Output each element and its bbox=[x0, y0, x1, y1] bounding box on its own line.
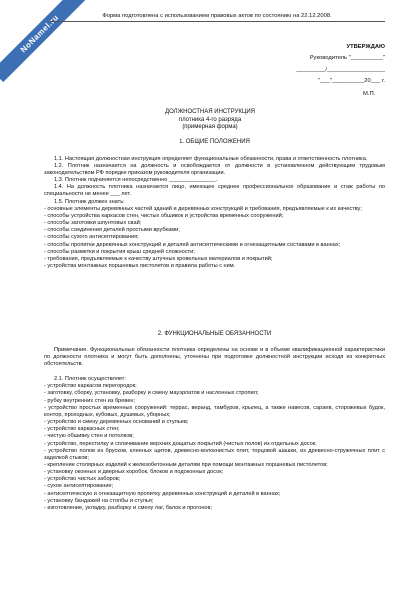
list-item: - устройство чистых заборов; bbox=[44, 476, 121, 483]
section-heading: 2. ФУНКЦИОНАЛЬНЫЕ ОБЯЗАННОСТИ bbox=[157, 331, 272, 337]
list-item: - требования, предъявляемые к качеству штучных кровельных материалов и покрытий; bbox=[44, 255, 273, 262]
approval-date-line: "___"__________20___ г. bbox=[318, 78, 385, 85]
watermark-ribbon: NoNamel.ru bbox=[0, 0, 88, 82]
list-item: - рубку внутренних стен из бревен; bbox=[44, 397, 136, 404]
paragraph: 1.1. Настоящая должностная инструкция определяет функциональные обязанности, права и ответственность плотника. bbox=[54, 155, 368, 162]
list-item: - крепление столярных изделий к железобетонным деталям при помощи монтажных поршневых пистолетов; bbox=[44, 462, 328, 469]
document-form-label: (примерная форма) bbox=[182, 124, 238, 131]
list-item: - способы разметки и покрытия крыш средней сложности; bbox=[44, 248, 195, 255]
section-general bbox=[44, 139, 385, 270]
list-item: - устройства монтажных поршневых пистолетов и правила работы с ним. bbox=[44, 263, 236, 270]
list-item: - устройство каркасных стен; bbox=[44, 426, 120, 433]
list-item: - устройство, перестилку и сплачивание верхних дощатых покрытий (чистых полов) из отдельных досок; bbox=[44, 440, 317, 447]
document-subtitle: плотника 4-го разряда bbox=[178, 116, 242, 123]
list-item: - антисептическую и огнезащитную пропитку деревянных конструкций и деталей в ваннах; bbox=[44, 490, 281, 497]
form-preparation-note: Форма подготовлена с использованием правовых актов по состоянию на 22.12.2008. bbox=[102, 13, 332, 19]
list-item: - устройство полов из брусков, клееных щитов, древесно-волокнистых плит, торцовой шашки, из древесно-стружечных плит с заделкой стыков; bbox=[44, 447, 385, 461]
list-item: - способы заготовки шпунтовых свай; bbox=[44, 220, 142, 227]
list-item: - способы устройства каркасов стен, чистых обшивок и устройства временных сооружений; bbox=[44, 212, 284, 219]
paragraph: 1.4. На должность плотника назначается лицо, имеющее среднее профессиональное образование и стаж работы по специальности не менее ___ лет. bbox=[44, 184, 385, 198]
list-item: - установку оконных и дверных коробок, блоков и подоконных досок; bbox=[44, 469, 224, 476]
list-item: - изготовление, укладку, разборку и смену лаг, балок и прогонов; bbox=[44, 504, 213, 511]
document-title: ДОЛЖНОСТНАЯ ИНСТРУКЦИЯ bbox=[165, 109, 255, 115]
note-paragraph: Примечание. Функциональные обязанности плотника определены на основе и в объеме квалификационной характеристики по должности плотника и могут быть дополнены, уточнены при подготовке должностной инструкции исходя из конкретных обстоятельств. bbox=[44, 346, 385, 367]
list-item: - основные элементы деревянных частей зданий и деревянных конструкций и требования, предъявляемые к их качеству; bbox=[44, 205, 362, 212]
paragraph: 1.5. Плотник должен знать: bbox=[54, 198, 125, 205]
list-item: - устройство простых временных сооружений: террас, веранд, тамбуров, крылец, а также навесов, сараев, сторожевых будок, контор, проходных, кубовых, душевых, уборных; bbox=[44, 404, 385, 418]
list-item: - сухое антисептирование; bbox=[44, 483, 114, 490]
section-duties bbox=[44, 331, 385, 512]
section-heading: 1. ОБЩИЕ ПОЛОЖЕНИЯ bbox=[179, 139, 250, 145]
approval-block bbox=[285, 40, 385, 86]
list-item: - заготовку, сборку, установку, разборку и смену мауэрлатов и наслонных стропил; bbox=[44, 390, 259, 397]
seal-place-label: М.П. bbox=[363, 91, 376, 97]
list-item: - способы пропитки деревянных конструкций и деталей антисептическими и огнезащитными составами в ваннах; bbox=[44, 241, 341, 248]
list-item: - установку бандажей на столбы и стулья; bbox=[44, 497, 154, 504]
approval-signature-line: _________/__________________ bbox=[296, 66, 385, 73]
list-item: - чистую обшивку стен и потолков; bbox=[44, 433, 134, 440]
header-divider bbox=[50, 21, 385, 22]
list-item: - способы сухого антисептирования; bbox=[44, 234, 139, 241]
list-item: - устройство и смену деревянных оснований и стульев; bbox=[44, 419, 189, 426]
list-item: - способы соединения деталей простыми врубками; bbox=[44, 227, 180, 234]
paragraph: 2.1. Плотник осуществляет: bbox=[54, 376, 126, 383]
approval-head-line: Руководитель "__________" bbox=[309, 55, 385, 62]
document-title-block bbox=[80, 109, 340, 132]
approval-title: УТВЕРЖДАЮ bbox=[346, 44, 385, 50]
list-item: - устройство каркасов перегородок; bbox=[44, 383, 137, 390]
paragraph: 1.2. Плотник назначается на должность и освобождается от должности в установленном действующим трудовым законодательством РФ порядке приказом руководителя организации. bbox=[44, 162, 385, 176]
paragraph: 1.3. Плотник подчиняется непосредственно _______________. bbox=[54, 177, 218, 184]
